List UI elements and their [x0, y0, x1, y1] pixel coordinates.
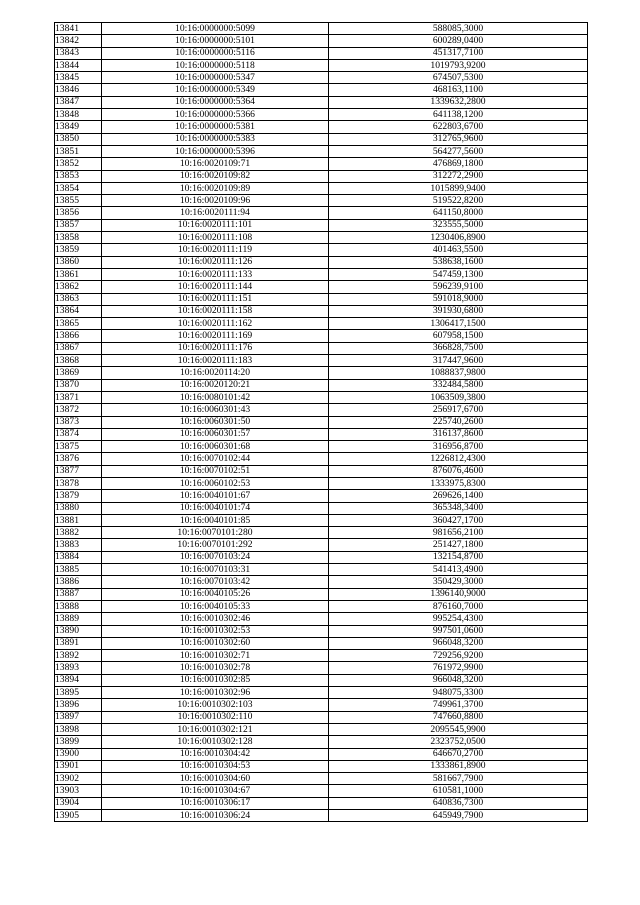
value-cell: 1230406,8900 [329, 232, 588, 244]
row-number-cell: 13856 [55, 207, 102, 219]
cadastral-number-cell: 10:16:0010302:53 [102, 625, 329, 637]
table-row [55, 170, 588, 182]
table-row [55, 391, 588, 403]
cadastral-number-cell: 10:16:0020111:108 [102, 232, 329, 244]
row-number-cell: 13867 [55, 342, 102, 354]
value-cell: 1333861,8900 [329, 760, 588, 772]
table-row [55, 625, 588, 637]
table-row [55, 219, 588, 231]
value-cell: 564277,5600 [329, 145, 588, 157]
row-number-cell: 13900 [55, 748, 102, 760]
cadastral-number-cell: 10:16:0060301:43 [102, 404, 329, 416]
row-number-cell: 13877 [55, 465, 102, 477]
value-cell: 729256,9200 [329, 650, 588, 662]
row-number-cell: 13898 [55, 723, 102, 735]
row-number-cell: 13859 [55, 244, 102, 256]
value-cell: 1339632,2800 [329, 96, 588, 108]
table-row [55, 268, 588, 280]
row-number-cell: 13891 [55, 637, 102, 649]
row-number-cell: 13882 [55, 527, 102, 539]
cadastral-number-cell: 10:16:0010302:128 [102, 736, 329, 748]
row-number-cell: 13844 [55, 59, 102, 71]
cadastral-number-cell: 10:16:0010306:24 [102, 810, 329, 822]
row-number-cell: 13881 [55, 514, 102, 526]
row-number-cell: 13857 [55, 219, 102, 231]
document-page [54, 22, 586, 822]
value-cell: 401463,5500 [329, 244, 588, 256]
cadastral-number-cell: 10:16:0020111:158 [102, 305, 329, 317]
row-number-cell: 13850 [55, 133, 102, 145]
value-cell: 541413,4900 [329, 564, 588, 576]
table-row [55, 47, 588, 59]
row-number-cell: 13862 [55, 281, 102, 293]
row-number-cell: 13865 [55, 318, 102, 330]
cadastral-number-cell: 10:16:0010302:96 [102, 687, 329, 699]
table-row [55, 490, 588, 502]
table-row [55, 355, 588, 367]
row-number-cell: 13841 [55, 23, 102, 35]
table-row [55, 318, 588, 330]
row-number-cell: 13903 [55, 785, 102, 797]
row-number-cell: 13846 [55, 84, 102, 96]
table-row [55, 342, 588, 354]
table-row [55, 145, 588, 157]
table-row [55, 650, 588, 662]
value-cell: 995254,4300 [329, 613, 588, 625]
value-cell: 256917,6700 [329, 404, 588, 416]
table-row [55, 564, 588, 576]
value-cell: 640836,7300 [329, 797, 588, 809]
value-cell: 876160,7000 [329, 600, 588, 612]
cadastral-number-cell: 10:16:0020109:71 [102, 158, 329, 170]
table-row [55, 441, 588, 453]
table-row [55, 687, 588, 699]
row-number-cell: 13863 [55, 293, 102, 305]
row-number-cell: 13845 [55, 72, 102, 84]
row-number-cell: 13889 [55, 613, 102, 625]
table-row [55, 109, 588, 121]
value-cell: 476869,1800 [329, 158, 588, 170]
cadastral-number-cell: 10:16:0000000:5116 [102, 47, 329, 59]
value-cell: 674507,5300 [329, 72, 588, 84]
value-cell: 747660,8800 [329, 711, 588, 723]
row-number-cell: 13853 [55, 170, 102, 182]
cadastral-value-table [54, 22, 588, 822]
value-cell: 596239,9100 [329, 281, 588, 293]
row-number-cell: 13899 [55, 736, 102, 748]
cadastral-number-cell: 10:16:0010306:17 [102, 797, 329, 809]
cadastral-number-cell: 10:16:0010302:78 [102, 662, 329, 674]
cadastral-number-cell: 10:16:0080101:42 [102, 391, 329, 403]
value-cell: 749961,3700 [329, 699, 588, 711]
cadastral-number-cell: 10:16:0040101:74 [102, 502, 329, 514]
value-cell: 312272,2900 [329, 170, 588, 182]
table-row [55, 281, 588, 293]
value-cell: 1088837,9800 [329, 367, 588, 379]
table-row [55, 379, 588, 391]
table-row [55, 232, 588, 244]
row-number-cell: 13843 [55, 47, 102, 59]
cadastral-number-cell: 10:16:0070101:292 [102, 539, 329, 551]
value-cell: 1396140,9000 [329, 588, 588, 600]
cadastral-number-cell: 10:16:0040101:67 [102, 490, 329, 502]
cadastral-number-cell: 10:16:0020111:169 [102, 330, 329, 342]
value-cell: 1063509,3800 [329, 391, 588, 403]
cadastral-number-cell: 10:16:0040105:33 [102, 600, 329, 612]
table-row [55, 514, 588, 526]
row-number-cell: 13878 [55, 477, 102, 489]
row-number-cell: 13871 [55, 391, 102, 403]
row-number-cell: 13864 [55, 305, 102, 317]
table-row [55, 551, 588, 563]
value-cell: 360427,1700 [329, 514, 588, 526]
cadastral-number-cell: 10:16:0070101:280 [102, 527, 329, 539]
table-row [55, 158, 588, 170]
value-cell: 588085,3000 [329, 23, 588, 35]
value-cell: 391930,6800 [329, 305, 588, 317]
row-number-cell: 13890 [55, 625, 102, 637]
value-cell: 316137,8600 [329, 428, 588, 440]
value-cell: 966048,3200 [329, 674, 588, 686]
table-row [55, 539, 588, 551]
value-cell: 132154,8700 [329, 551, 588, 563]
value-cell: 350429,3000 [329, 576, 588, 588]
row-number-cell: 13896 [55, 699, 102, 711]
value-cell: 332484,5800 [329, 379, 588, 391]
value-cell: 948075,3300 [329, 687, 588, 699]
cadastral-number-cell: 10:16:0060301:68 [102, 441, 329, 453]
table-row [55, 662, 588, 674]
table-row [55, 736, 588, 748]
table-row [55, 244, 588, 256]
value-cell: 1226812,4300 [329, 453, 588, 465]
table-row [55, 453, 588, 465]
row-number-cell: 13861 [55, 268, 102, 280]
cadastral-number-cell: 10:16:0000000:5349 [102, 84, 329, 96]
cadastral-number-cell: 10:16:0010302:60 [102, 637, 329, 649]
row-number-cell: 13894 [55, 674, 102, 686]
table-row [55, 195, 588, 207]
cadastral-number-cell: 10:16:0020111:119 [102, 244, 329, 256]
value-cell: 316956,8700 [329, 441, 588, 453]
table-row [55, 723, 588, 735]
cadastral-number-cell: 10:16:0020111:151 [102, 293, 329, 305]
value-cell: 519522,8200 [329, 195, 588, 207]
row-number-cell: 13874 [55, 428, 102, 440]
cadastral-number-cell: 10:16:0010304:53 [102, 760, 329, 772]
cadastral-number-cell: 10:16:0000000:5366 [102, 109, 329, 121]
value-cell: 610581,1000 [329, 785, 588, 797]
table-row [55, 121, 588, 133]
cadastral-number-cell: 10:16:0070103:24 [102, 551, 329, 563]
table-row [55, 699, 588, 711]
table-row [55, 404, 588, 416]
table-row [55, 465, 588, 477]
value-cell: 1015899,9400 [329, 182, 588, 194]
value-cell: 646670,2700 [329, 748, 588, 760]
row-number-cell: 13893 [55, 662, 102, 674]
value-cell: 468163,1100 [329, 84, 588, 96]
table-row [55, 59, 588, 71]
row-number-cell: 13869 [55, 367, 102, 379]
row-number-cell: 13887 [55, 588, 102, 600]
table-row [55, 527, 588, 539]
table-row [55, 760, 588, 772]
cadastral-number-cell: 10:16:0070103:31 [102, 564, 329, 576]
table-row [55, 293, 588, 305]
value-cell: 876076,4600 [329, 465, 588, 477]
table-row [55, 367, 588, 379]
value-cell: 645949,7900 [329, 810, 588, 822]
value-cell: 225740,2600 [329, 416, 588, 428]
row-number-cell: 13892 [55, 650, 102, 662]
row-number-cell: 13888 [55, 600, 102, 612]
cadastral-number-cell: 10:16:0010304:67 [102, 785, 329, 797]
row-number-cell: 13872 [55, 404, 102, 416]
table-row [55, 305, 588, 317]
row-number-cell: 13905 [55, 810, 102, 822]
value-cell: 366828,7500 [329, 342, 588, 354]
cadastral-number-cell: 10:16:0020109:96 [102, 195, 329, 207]
cadastral-number-cell: 10:16:0000000:5099 [102, 23, 329, 35]
cadastral-number-cell: 10:16:0020111:176 [102, 342, 329, 354]
value-cell: 1306417,1500 [329, 318, 588, 330]
row-number-cell: 13885 [55, 564, 102, 576]
value-cell: 365348,3400 [329, 502, 588, 514]
table-row [55, 72, 588, 84]
cadastral-number-cell: 10:16:0000000:5381 [102, 121, 329, 133]
table-row [55, 182, 588, 194]
value-cell: 251427,1800 [329, 539, 588, 551]
table-row [55, 773, 588, 785]
row-number-cell: 13854 [55, 182, 102, 194]
cadastral-number-cell: 10:16:0020111:183 [102, 355, 329, 367]
cadastral-number-cell: 10:16:0020111:101 [102, 219, 329, 231]
value-cell: 981656,2100 [329, 527, 588, 539]
value-cell: 761972,9900 [329, 662, 588, 674]
row-number-cell: 13897 [55, 711, 102, 723]
value-cell: 641138,1200 [329, 109, 588, 121]
value-cell: 641150,8000 [329, 207, 588, 219]
row-number-cell: 13870 [55, 379, 102, 391]
row-number-cell: 13848 [55, 109, 102, 121]
value-cell: 2095545,9900 [329, 723, 588, 735]
row-number-cell: 13868 [55, 355, 102, 367]
table-row [55, 428, 588, 440]
value-cell: 1019793,9200 [329, 59, 588, 71]
cadastral-number-cell: 10:16:0020111:144 [102, 281, 329, 293]
cadastral-number-cell: 10:16:0040105:26 [102, 588, 329, 600]
cadastral-number-cell: 10:16:0020111:162 [102, 318, 329, 330]
row-number-cell: 13901 [55, 760, 102, 772]
cadastral-number-cell: 10:16:0070103:42 [102, 576, 329, 588]
value-cell: 269626,1400 [329, 490, 588, 502]
row-number-cell: 13904 [55, 797, 102, 809]
cadastral-number-cell: 10:16:0020114:20 [102, 367, 329, 379]
table-row [55, 588, 588, 600]
cadastral-number-cell: 10:16:0020109:89 [102, 182, 329, 194]
row-number-cell: 13866 [55, 330, 102, 342]
value-cell: 1333975,8300 [329, 477, 588, 489]
cadastral-number-cell: 10:16:0000000:5118 [102, 59, 329, 71]
value-cell: 312765,9600 [329, 133, 588, 145]
cadastral-number-cell: 10:16:0000000:5101 [102, 35, 329, 47]
cadastral-number-cell: 10:16:0010302:71 [102, 650, 329, 662]
table-row [55, 84, 588, 96]
table-row [55, 330, 588, 342]
table-row [55, 416, 588, 428]
value-cell: 591018,9000 [329, 293, 588, 305]
value-cell: 538638,1600 [329, 256, 588, 268]
cadastral-number-cell: 10:16:0010302:85 [102, 674, 329, 686]
row-number-cell: 13849 [55, 121, 102, 133]
table-row [55, 96, 588, 108]
cadastral-number-cell: 10:16:0000000:5364 [102, 96, 329, 108]
table-row [55, 711, 588, 723]
table-row [55, 613, 588, 625]
row-number-cell: 13852 [55, 158, 102, 170]
table-row [55, 785, 588, 797]
cadastral-number-cell: 10:16:0000000:5347 [102, 72, 329, 84]
row-number-cell: 13902 [55, 773, 102, 785]
row-number-cell: 13842 [55, 35, 102, 47]
cadastral-number-cell: 10:16:0010302:103 [102, 699, 329, 711]
table-row [55, 256, 588, 268]
table-body [55, 23, 588, 822]
value-cell: 997501,0600 [329, 625, 588, 637]
table-row [55, 797, 588, 809]
cadastral-number-cell: 10:16:0060102:53 [102, 477, 329, 489]
table-row [55, 637, 588, 649]
cadastral-number-cell: 10:16:0040101:85 [102, 514, 329, 526]
table-row [55, 133, 588, 145]
value-cell: 966048,3200 [329, 637, 588, 649]
cadastral-number-cell: 10:16:0060301:50 [102, 416, 329, 428]
row-number-cell: 13851 [55, 145, 102, 157]
row-number-cell: 13886 [55, 576, 102, 588]
cadastral-number-cell: 10:16:0010302:110 [102, 711, 329, 723]
cadastral-number-cell: 10:16:0070102:51 [102, 465, 329, 477]
value-cell: 547459,1300 [329, 268, 588, 280]
table-row [55, 600, 588, 612]
table-row [55, 23, 588, 35]
row-number-cell: 13847 [55, 96, 102, 108]
value-cell: 581667,7900 [329, 773, 588, 785]
table-row [55, 35, 588, 47]
value-cell: 2323752,0500 [329, 736, 588, 748]
value-cell: 317447,9600 [329, 355, 588, 367]
value-cell: 323555,5000 [329, 219, 588, 231]
value-cell: 622803,6700 [329, 121, 588, 133]
cadastral-number-cell: 10:16:0010302:121 [102, 723, 329, 735]
row-number-cell: 13860 [55, 256, 102, 268]
row-number-cell: 13884 [55, 551, 102, 563]
cadastral-number-cell: 10:16:0020111:126 [102, 256, 329, 268]
cadastral-number-cell: 10:16:0010302:46 [102, 613, 329, 625]
row-number-cell: 13883 [55, 539, 102, 551]
row-number-cell: 13873 [55, 416, 102, 428]
row-number-cell: 13858 [55, 232, 102, 244]
cadastral-number-cell: 10:16:0020120:21 [102, 379, 329, 391]
table-row [55, 674, 588, 686]
value-cell: 600289,0400 [329, 35, 588, 47]
value-cell: 451317,7100 [329, 47, 588, 59]
table-row [55, 810, 588, 822]
table-row [55, 207, 588, 219]
cadastral-number-cell: 10:16:0060301:57 [102, 428, 329, 440]
cadastral-number-cell: 10:16:0020109:82 [102, 170, 329, 182]
row-number-cell: 13880 [55, 502, 102, 514]
row-number-cell: 13875 [55, 441, 102, 453]
table-row [55, 502, 588, 514]
row-number-cell: 13895 [55, 687, 102, 699]
row-number-cell: 13876 [55, 453, 102, 465]
cadastral-number-cell: 10:16:0020111:94 [102, 207, 329, 219]
cadastral-number-cell: 10:16:0070102:44 [102, 453, 329, 465]
row-number-cell: 13855 [55, 195, 102, 207]
cadastral-number-cell: 10:16:0020111:133 [102, 268, 329, 280]
cadastral-number-cell: 10:16:0000000:5383 [102, 133, 329, 145]
row-number-cell: 13879 [55, 490, 102, 502]
table-row [55, 477, 588, 489]
table-row [55, 576, 588, 588]
cadastral-number-cell: 10:16:0010304:42 [102, 748, 329, 760]
cadastral-number-cell: 10:16:0010304:60 [102, 773, 329, 785]
cadastral-number-cell: 10:16:0000000:5396 [102, 145, 329, 157]
value-cell: 607958,1500 [329, 330, 588, 342]
table-row [55, 748, 588, 760]
